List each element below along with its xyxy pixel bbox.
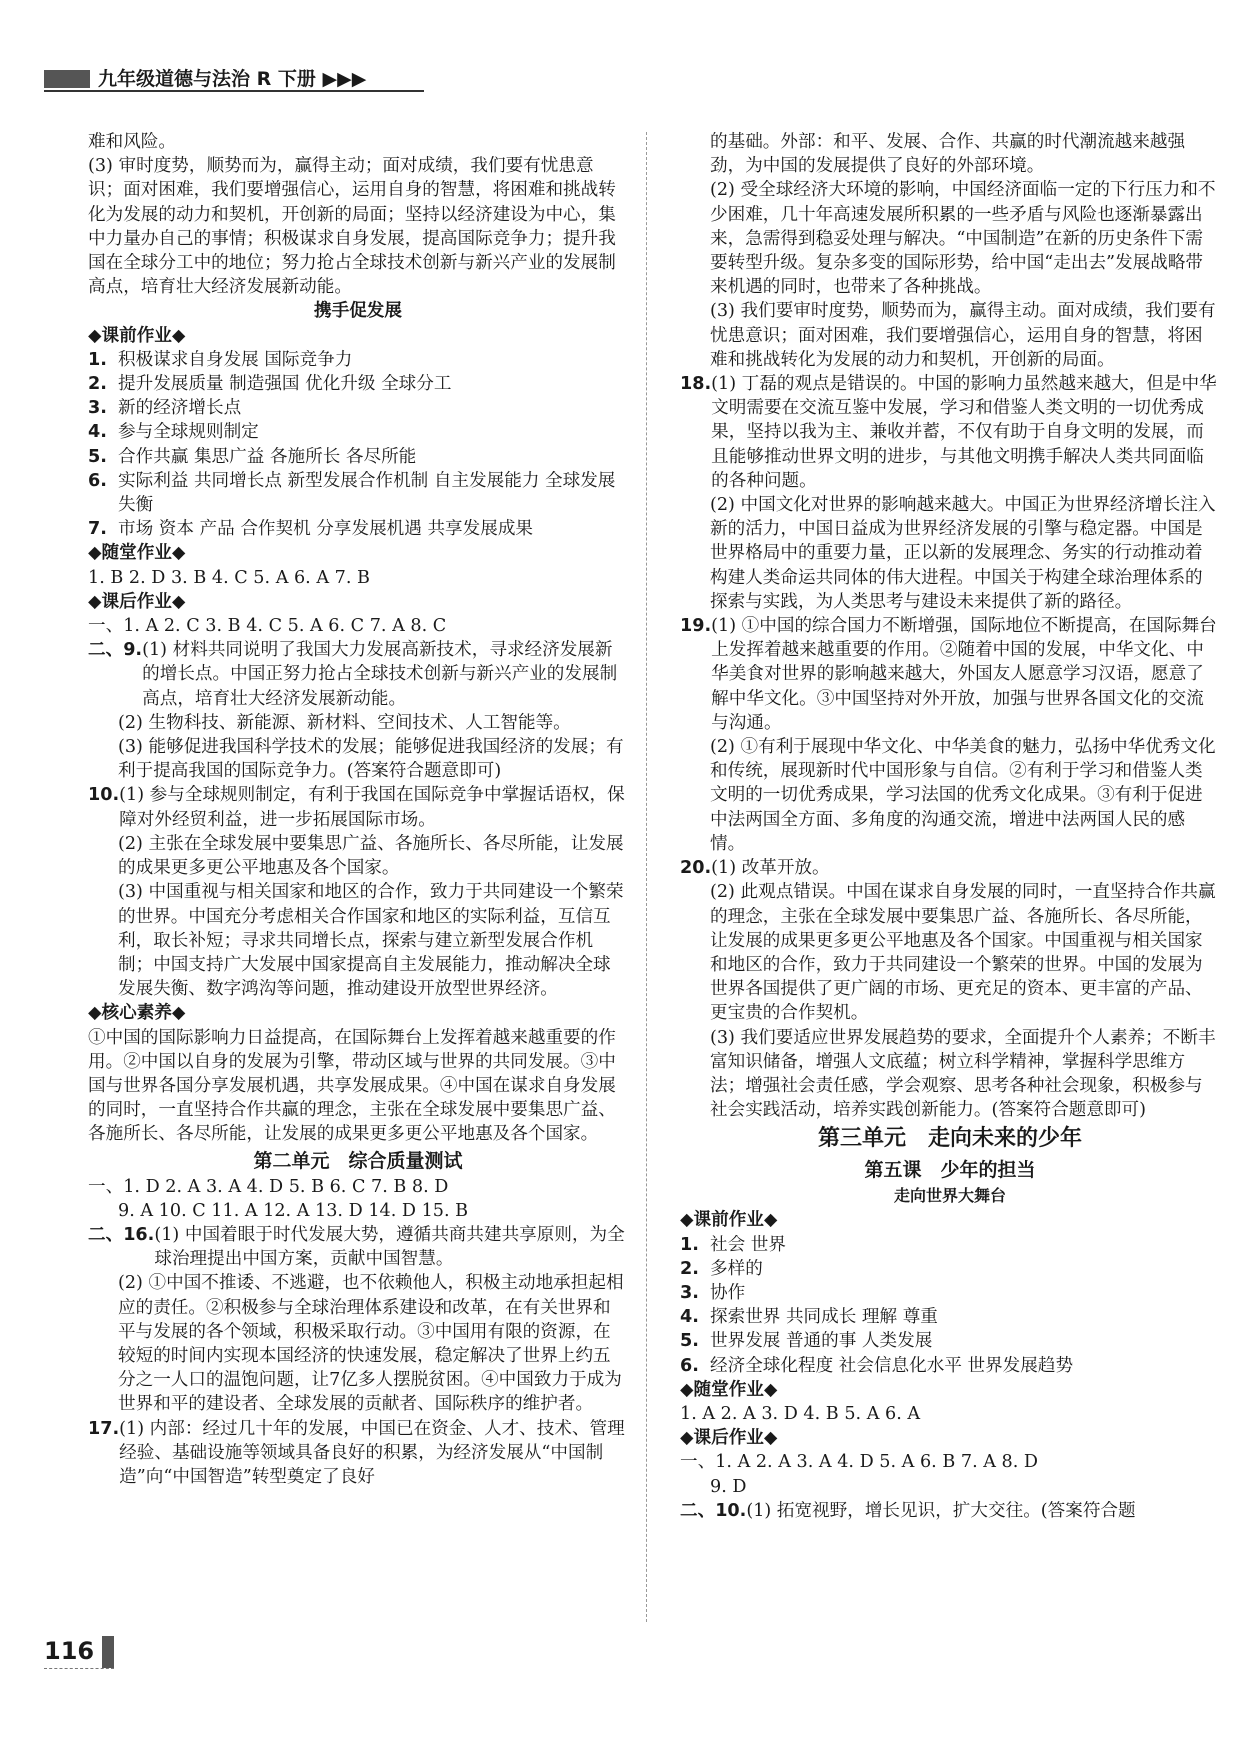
- answer-paragraph: 9. A 10. C 11. A 12. A 13. D 14. D 15. B: [118, 1200, 469, 1221]
- answer-paragraph: (3) 中国重视与相关国家和地区的合作，致力于共同建设一个繁荣的世界。中国充分考虑相关合作国家和地区的实际利益，互信互利，取长补短；寻求共同增长点，探索与建立新型发展合作机制；中国支持广大发展中国家提高自主发展能力，推动解决全球发展失衡、数字鸿沟等问题，推动建设开放型世界经济。: [118, 882, 624, 1000]
- item-text: (1) 中国着眼于时代发展大势，遵循共商共建共享原则，为全球治理提出中国方案，贡献中国智慧。: [154, 1224, 625, 1270]
- exercise-section-label: ◆随堂作业◆: [88, 543, 186, 564]
- answer-item: [680, 1233, 1220, 1257]
- item-number: 2.: [88, 374, 107, 395]
- item-number: 6.: [88, 470, 107, 491]
- exercise-section-label: ◆核心素养◆: [88, 1003, 186, 1024]
- item-number: 6.: [680, 1355, 699, 1376]
- answer-paragraph: (2) 受全球经济大环境的影响，中国经济面临一定的下行压力和不少困难，几十年高速发展所积累的一些矛盾与风险也逐渐暴露出来，急需得到稳妥处理与解决。“中国制造”在新的历史条件下需要转型升级。复杂多变的国际形势，给中国“走出去”发展战略带来机遇的同时，也带来了各种挑战。: [710, 180, 1216, 298]
- answer-paragraph: (2) 生物科技、新能源、新材料、空间技术、人工智能等。: [118, 712, 571, 733]
- item-text: 经济全球化程度 社会信息化水平 世界发展趋势: [710, 1355, 1074, 1376]
- item-number: 二、10.: [680, 1500, 747, 1521]
- right-column: [680, 130, 1220, 1523]
- answer-item: [88, 348, 628, 372]
- answer-item: [680, 1329, 1220, 1353]
- answer-item: [88, 517, 628, 541]
- item-text: 探索世界 共同成长 理解 尊重: [710, 1307, 938, 1328]
- page-number: 116: [44, 1637, 95, 1665]
- item-text: (1) ①中国的综合国力不断增强，国际地位不断提高，在国际舞台上发挥着越来越重要的作用。②随着中国的发展，中华文化、中华美食对世界的影响越来越大，外国友人愿意学习汉语，愿意了解中华文化。③中国坚持对外开放，加强与世界各国文化的交流与沟通。: [711, 616, 1217, 733]
- answer-paragraph: (2) 主张在全球发展中要集思广益、各施所长、各尽所能，让发展的成果更多更公平地惠及各个国家。: [118, 833, 624, 879]
- answer-item: [88, 1223, 628, 1271]
- item-number: 2.: [680, 1258, 699, 1279]
- item-number: 二、9.: [88, 640, 143, 661]
- answer-paragraph: ①中国的国际影响力日益提高，在国际舞台上发挥着越来越重要的作用。②中国以自身的发展为引擎，带动区域与世界的共同发展。③中国与世界各国分享发展机遇，共享发展成果。④中国在谋求自身发展的同时，一直坚持合作共赢的理念，主张在全球发展中要集思广益、各施所长、各尽所能，让发展的成果更多更公平地惠及各个国家。: [88, 1027, 616, 1145]
- item-text: 新的经济增长点: [118, 398, 242, 419]
- item-number: 20.: [680, 858, 712, 879]
- answer-item: [88, 396, 628, 420]
- answer-paragraph: (3) 我们要审时度势，顺势而为，赢得主动。面对成绩，我们要有忧患意识；面对困难，我们要增强信心，运用自身的智慧，将困难和挑战转化为发展的动力和契机，开创新的局面。: [710, 301, 1216, 370]
- item-number: 5.: [88, 446, 107, 467]
- answer-item: [680, 1305, 1220, 1329]
- header-bar-decoration: [44, 70, 90, 88]
- header-rule: [44, 90, 424, 92]
- lesson-subheading: 走向世界大舞台: [893, 1186, 1006, 1206]
- exercise-section-label: ◆课后作业◆: [680, 1428, 778, 1449]
- item-text: 协作: [710, 1282, 746, 1303]
- answer-paragraph: (2) ①有利于展现中华文化、中华美食的魅力，弘扬中华优秀文化和传统，展现新时代中国形象与自信。②有利于学习和借鉴人类文明的一切优秀成果，学习法国的优秀文化成果。③有利于促进中法两国全方面、多角度的沟通交流，增进中法两国人民的感情。: [710, 737, 1216, 854]
- item-number: 19.: [680, 616, 712, 637]
- answer-paragraph: (2) ①中国不推诿、不逃避，也不依赖他人，积极主动地承担起相应的责任。②积极参与全球治理体系建设和改革，在有关世界和平与发展的各个领域，积极采取行动。③中国用有限的资源，在较短的时间内实现本国经济的快速发展，稳定解决了世界上约五分之一人口的温饱问题，让7亿多人摆脱贫困。④中国致力于成为世界和平的建设者、全球发展的贡献者、国际秩序的维护者。: [118, 1273, 624, 1415]
- exercise-section-label: ◆课前作业◆: [88, 325, 186, 346]
- answer-paragraph: 一、1. A 2. A 3. A 4. D 5. A 6. B 7. A 8. D: [680, 1452, 1039, 1473]
- item-number: 10.: [88, 785, 120, 806]
- item-text: (1) 内部：经过几十年的发展，中国已在资金、人才、技术、管理经验、基础设施等领域具备良好的积累，为经济发展从“中国制造”向“中国智造”转型奠定了良好: [119, 1418, 625, 1487]
- exercise-section-label: ◆课后作业◆: [88, 591, 186, 612]
- answer-paragraph: 的基础。外部：和平、发展、合作、共赢的时代潮流越来越强劲，为中国的发展提供了良好的外部环境。: [710, 132, 1186, 177]
- answer-paragraph: (3) 能够促进我国科学技术的发展；能够促进我国经济的发展；有利于提高我国的国际竞争力。(答案符合题意即可): [118, 737, 624, 782]
- answer-paragraph: 9. D: [710, 1476, 747, 1497]
- section-heading: 第五课 少年的担当: [864, 1159, 1036, 1182]
- item-text: (1) 参与全球规则制定，有利于我国在国际竞争中掌握话语权，保障对外经贸利益，进一步拓展国际市场。: [119, 785, 625, 830]
- running-header: [44, 66, 424, 92]
- exercise-section-label: ◆随堂作业◆: [680, 1379, 778, 1400]
- item-text: 世界发展 普通的事 人类发展: [710, 1331, 933, 1352]
- item-text: 提升发展质量 制造强国 优化升级 全球分工: [118, 374, 452, 395]
- answer-paragraph: (2) 中国文化对世界的影响越来越大。中国正为世界经济增长注入新的活力，中国日益成为世界经济发展的引擎与稳定器。中国是世界格局中的重要力量，正以新的发展理念、务实的行动推动着构建人类命运共同体的伟大进程。中国关于构建全球治理体系的探索与实践，为人类思考与建设未来提供了新的路径。: [710, 495, 1216, 612]
- answer-paragraph: (3) 审时度势，顺势而为，赢得主动；面对成绩，我们要有忧患意识；面对困难，我们要增强信心，运用自身的智慧，将困难和挑战转化为发展的动力和契机，开创新的局面；坚持以经济建设为中心，集中力量办自己的事情；积极谋求自身发展，提高国际竞争力；提升我国在全球分工中的地位；努力抢占全球技术创新与新兴产业的发展制高点，培育壮大经济发展新动能。: [88, 156, 616, 298]
- item-text: (1) 改革开放。: [711, 858, 830, 879]
- answer-item: [88, 372, 628, 396]
- item-number: 4.: [680, 1307, 699, 1328]
- unit-heading: 第三单元 走向未来的少年: [817, 1126, 1082, 1152]
- item-number: 18.: [680, 374, 712, 395]
- section-heading: 第二单元 综合质量测试: [253, 1149, 463, 1172]
- answer-item: [680, 856, 1220, 880]
- answer-item: [88, 638, 628, 711]
- item-text: 社会 世界: [710, 1234, 786, 1255]
- header-title: 九年级道德与法治 R 下册 ▶▶▶: [98, 68, 367, 90]
- answer-item: [680, 372, 1220, 493]
- column-divider: [646, 132, 647, 1622]
- answer-item: [88, 445, 628, 469]
- left-column: [88, 130, 628, 1489]
- answer-paragraph: 一、1. A 2. C 3. B 4. C 5. A 6. C 7. A 8. C: [88, 616, 447, 637]
- item-number: 7.: [88, 519, 107, 540]
- item-number: 5.: [680, 1331, 699, 1352]
- answer-item: [680, 1257, 1220, 1281]
- item-number: 17.: [88, 1418, 120, 1439]
- item-number: 3.: [88, 398, 107, 419]
- answer-item: [680, 614, 1220, 735]
- answer-item: [88, 783, 628, 831]
- item-text: (1) 拓宽视野，增长见识，扩大交往。(答案符合题: [746, 1500, 1136, 1521]
- answer-item: [680, 1354, 1220, 1378]
- page-footer: [44, 1634, 114, 1674]
- item-number: 二、16.: [88, 1224, 155, 1245]
- footer-rule: [44, 1668, 114, 1669]
- item-text: 市场 资本 产品 合作契机 分享发展机遇 共享发展成果: [118, 519, 534, 540]
- item-number: 1.: [88, 349, 107, 370]
- item-number: 3.: [680, 1282, 699, 1303]
- answer-paragraph: 1. B 2. D 3. B 4. C 5. A 6. A 7. B: [88, 567, 370, 588]
- answer-paragraph: 难和风险。: [88, 132, 176, 152]
- answer-paragraph: (2) 此观点错误。中国在谋求自身发展的同时，一直坚持合作共赢的理念，主张在全球发展中要集思广益、各施所长、各尽所能，让发展的成果更多更公平地惠及各个国家。中国重视与相关国家和地区的合作，致力于共同建设一个繁荣的世界。中国的发展为世界各国提供了更广阔的市场、更充足的资本、更丰富的产品、更宝贵的合作契机。: [710, 882, 1216, 1024]
- answer-paragraph: 一、1. D 2. A 3. A 4. D 5. B 6. C 7. B 8. D: [88, 1176, 449, 1197]
- answer-item: [88, 420, 628, 444]
- item-text: 参与全球规则制定: [118, 422, 259, 443]
- item-text: 实际利益 共同增长点 新型发展合作机制 自主发展能力 全球发展失衡: [118, 470, 616, 516]
- item-text: 合作共赢 集思广益 各施所长 各尽所能: [118, 446, 417, 467]
- lesson-heading: 携手促发展: [314, 301, 402, 322]
- exercise-section-label: ◆课前作业◆: [680, 1210, 778, 1231]
- item-text: 多样的: [710, 1258, 763, 1279]
- answer-item: [680, 1499, 1220, 1523]
- answer-item: [88, 469, 628, 517]
- item-number: 4.: [88, 422, 107, 443]
- item-text: (1) 材料共同说明了我国大力发展高新技术，寻求经济发展新的增长点。中国正努力抢占全球技术创新与新兴产业的发展制高点，培育壮大经济发展新动能。: [142, 640, 618, 709]
- item-number: 1.: [680, 1234, 699, 1255]
- answer-item: [680, 1281, 1220, 1305]
- answer-item: [88, 1417, 628, 1490]
- footer-block-decoration: [102, 1636, 114, 1668]
- item-text: 积极谋求自身发展 国际竞争力: [118, 349, 353, 370]
- item-text: (1) 丁磊的观点是错误的。中国的影响力虽然越来越大，但是中华文明需要在交流互鉴中发展，学习和借鉴人类文明的一切优秀成果，坚持以我为主、兼收并蓄，不仅有助于自身文明的发展，而且能够推动世界文明的进步，与其他文明携手解决人类共同面临的各种问题。: [711, 374, 1217, 491]
- answer-paragraph: 1. A 2. A 3. D 4. B 5. A 6. A: [680, 1403, 921, 1424]
- answer-paragraph: (3) 我们要适应世界发展趋势的要求，全面提升个人素养；不断丰富知识储备，增强人文底蕴；树立科学精神，掌握科学思维方法；增强社会责任感，学会观察、思考各种社会现象，积极参与社会实践活动，培养实践创新能力。(答案符合题意即可): [710, 1027, 1216, 1121]
